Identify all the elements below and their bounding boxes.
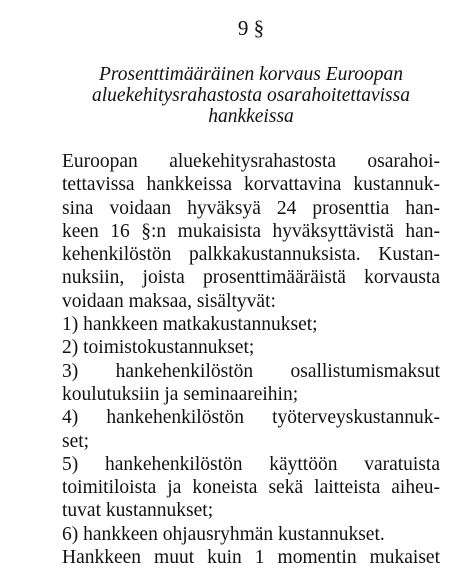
body-line: nuksiin, joista prosenttimääräistä korvausta <box>62 267 440 289</box>
body-line: Hankkeen muut kuin 1 momentin mukaiset <box>62 547 440 569</box>
list-item: 3) hankehenkilöstön osallistumismaksut <box>62 360 440 382</box>
section-number: 9 § <box>237 16 265 40</box>
section-title-line: aluekehitysrahastosta osarahoitettavissa <box>92 85 410 106</box>
list-item-continuation: koulutuksiin ja seminaareihin; <box>62 383 299 405</box>
list-item: 1) hankkeen matkakustannukset; <box>62 314 318 336</box>
body-line: kehenkilöstön palkkakustannuksista. Kustan- <box>62 244 440 266</box>
body-line: voidaan maksaa, sisältyvät: <box>62 290 276 312</box>
section-title-line: hankkeissa <box>208 106 294 127</box>
list-item-continuation: set; <box>62 430 90 452</box>
body-line: Euroopan aluekehitysrahastosta osarahoi- <box>62 151 440 172</box>
body-line: tettavissa hankkeissa korvattavina kustannuk- <box>62 174 440 196</box>
list-item-continuation: toimitiloista ja koneista sekä laitteista aiheu- <box>62 477 440 499</box>
list-item: 2) toimistokustannukset; <box>62 337 255 359</box>
section-title <box>62 64 440 127</box>
list-item: 4) hankehenkilöstön työterveyskustannuk- <box>62 407 440 429</box>
list-item: 6) hankkeen ohjausryhmän kustannukset. <box>62 523 385 545</box>
list-item: 5) hankehenkilöstön käyttöön varatuista <box>62 453 440 475</box>
body-line: sina voidaan hyväksyä 24 prosenttia han- <box>62 197 440 219</box>
section-body <box>62 150 440 569</box>
body-line: keen 16 §:n mukaisista hyväksyttävistä han- <box>62 220 440 242</box>
list-item-continuation: tuvat kustannukset; <box>62 500 214 522</box>
section-title-line: Prosenttimääräinen korvaus Euroopan <box>98 64 404 85</box>
document-page <box>62 0 440 569</box>
